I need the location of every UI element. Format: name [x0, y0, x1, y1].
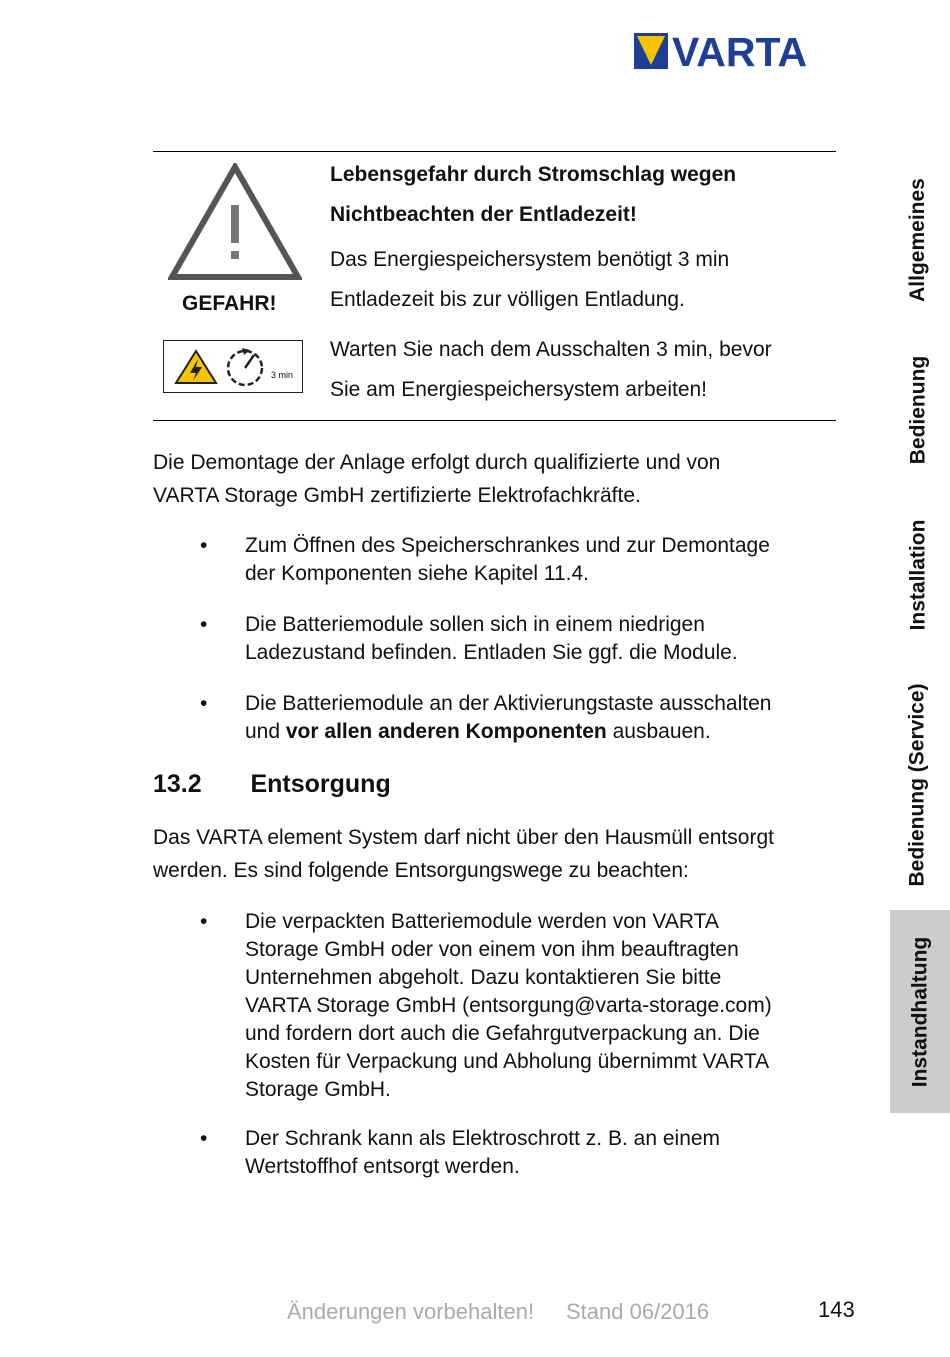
list-item-line: Kosten für Verpackung und Abholung übernimmt VARTA: [245, 1050, 770, 1073]
warning-top-rule: [153, 151, 836, 152]
varta-logo-mark-icon: [634, 33, 668, 69]
list-item-line: und fordern dort auch die Gefahrgutverpackung an. Die: [245, 1022, 760, 1045]
bullet-icon: •: [200, 910, 208, 933]
disposal-intro-line: Das VARTA element System darf nicht über den Hausmüll entsorgt: [153, 826, 774, 849]
warning-triangle-icon: [168, 163, 302, 281]
list-item-line: Der Schrank kann als Elektroschrott z. B. an einem: [245, 1127, 721, 1150]
side-tab-installation[interactable]: [888, 505, 948, 645]
list-item-line: Ladezustand befinden. Entladen Sie ggf. die Module.: [245, 641, 738, 664]
bullet-icon: •: [200, 692, 208, 715]
warning-text-line: Sie am Energiespeichersystem arbeiten!: [330, 378, 708, 401]
warning-text-line: Entladezeit bis zur völligen Entladung.: [330, 288, 685, 311]
warning-content: [330, 155, 830, 410]
timer-icon: [224, 345, 266, 389]
list-item-line: Storage GmbH.: [245, 1078, 391, 1101]
timer-label: 3 min: [271, 370, 294, 380]
list-item-line: Die Batteriemodule an der Aktivierungstaste ausschalten: [245, 692, 772, 715]
footer-note: Änderungen vorbehalten!: [287, 1299, 535, 1324]
intro-paragraph: [153, 446, 843, 512]
side-tab-instandhaltung[interactable]: [890, 910, 950, 1113]
list-item-line: [245, 718, 845, 746]
side-tab-label: Bedienung (Service): [906, 683, 929, 887]
text-span: und: [245, 720, 286, 743]
electric-hazard-icon: [174, 349, 218, 385]
side-tab-label: Bedienung: [906, 355, 929, 465]
warning-text-line: Warten Sie nach dem Ausschalten 3 min, bevor: [330, 338, 772, 361]
list-item-line: Unternehmen abgeholt. Dazu kontaktieren Sie bitte: [245, 966, 722, 989]
footer-stand: Stand 06/2016: [566, 1299, 710, 1324]
list-item-line: Wertstoffhof entsorgt werden.: [245, 1155, 520, 1178]
list-item-line: Storage GmbH oder von einem von ihm beauftragten: [245, 938, 739, 961]
list-item-line: Die verpackten Batteriemodule werden von VARTA: [245, 910, 719, 933]
side-tab-bedienung[interactable]: [888, 340, 948, 480]
logo-wordmark: VARTA: [672, 29, 808, 75]
text-span: ausbauen.: [606, 720, 711, 743]
side-tab-bedienung-service[interactable]: [888, 665, 948, 905]
section-heading: [153, 770, 391, 799]
bullet-icon: •: [200, 613, 208, 636]
side-tab-allgemeines[interactable]: [888, 160, 948, 320]
section-title: Entsorgung: [250, 770, 391, 798]
list-item-line: Die Batteriemodule sollen sich in einem niedrigen: [245, 613, 705, 636]
list-item-line: der Komponenten siehe Kapitel 11.4.: [245, 562, 590, 585]
intro-line: VARTA Storage GmbH zertifizierte Elektrofachkräfte.: [153, 484, 641, 507]
warning-title-line: Lebensgefahr durch Stromschlag wegen: [330, 163, 737, 186]
disposal-intro-line: werden. Es sind folgende Entsorgungswege zu beachten:: [153, 859, 689, 882]
warning-title-line: Nichtbeachten der Entladezeit!: [330, 203, 637, 226]
warning-signal-word: GEFAHR!: [182, 292, 277, 315]
section-number: 13.2: [153, 770, 202, 798]
bullet-icon: •: [200, 1127, 208, 1150]
list-item-line: VARTA Storage GmbH (entsorgung@varta-storage.com): [245, 994, 772, 1017]
warning-bottom-rule: [153, 420, 836, 421]
discharge-time-label: [163, 340, 303, 393]
bullet-icon: •: [200, 534, 208, 557]
side-tab-label: Installation: [906, 519, 930, 631]
side-tab-label: Instandhaltung: [908, 936, 931, 1087]
varta-logo: [634, 29, 848, 75]
disposal-intro-paragraph: [153, 821, 853, 887]
emphasis-text: vor allen anderen Komponenten: [285, 720, 607, 743]
page-number: 143: [818, 1297, 855, 1322]
side-tab-label: Allgemeines: [906, 178, 929, 302]
list-item-line: Zum Öffnen des Speicherschrankes und zur Demontage: [245, 534, 770, 557]
intro-line: Die Demontage der Anlage erfolgt durch qualifizierte und von: [153, 451, 721, 474]
warning-text-line: Das Energiespeichersystem benötigt 3 min: [330, 248, 730, 271]
